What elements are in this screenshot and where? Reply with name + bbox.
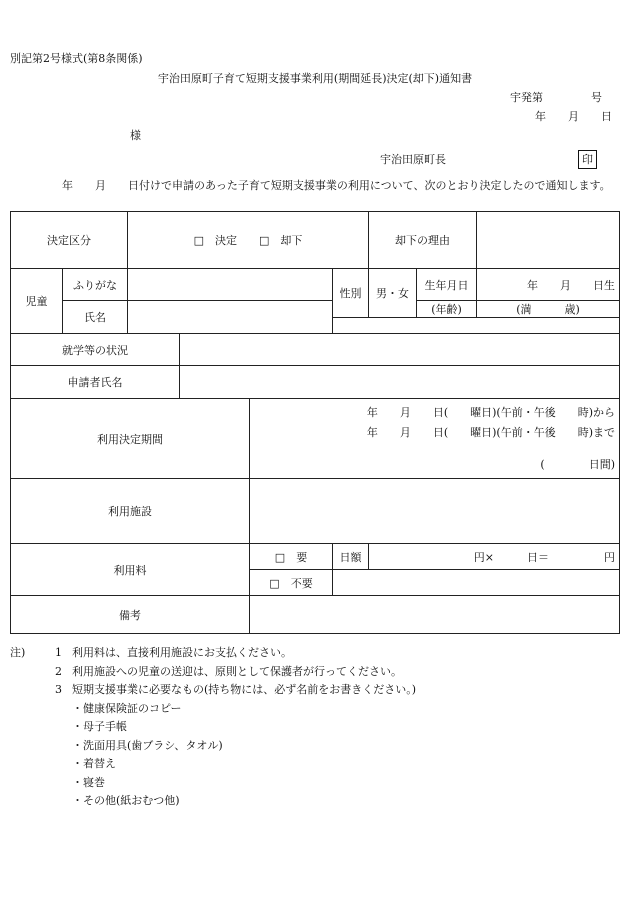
notes-label: 注): [10, 646, 26, 659]
name-field[interactable]: [128, 301, 333, 334]
school-field[interactable]: [180, 334, 620, 366]
seal-stamp: 印: [578, 150, 597, 169]
fee-daily-label: 日額: [333, 544, 369, 570]
fee-label: 利用料: [11, 544, 250, 596]
decide-checkbox[interactable]: □ 決定: [193, 234, 237, 247]
fee-blank: [333, 570, 620, 596]
age-value[interactable]: (満 歳): [477, 301, 620, 318]
decision-options: [128, 212, 369, 269]
applicant-field[interactable]: [180, 366, 620, 399]
applicant-label: 申請者氏名: [11, 366, 180, 399]
fee-required-checkbox[interactable]: □ 要: [250, 544, 333, 570]
furigana-label: ふりがな: [63, 269, 128, 301]
blank-cell: [333, 318, 620, 334]
issue-date: 年 月 日: [535, 110, 612, 123]
period-from[interactable]: 年 月 日( 曜日)(午前・午後 時)から: [366, 405, 615, 419]
document-title: 宇治田原町子育て短期支援事業利用(期間延長)決定(却下)通知書: [157, 72, 473, 85]
reject-reason-field[interactable]: [477, 212, 620, 269]
facility-field[interactable]: [250, 479, 620, 544]
name-label: 氏名: [63, 301, 128, 334]
form-label: 別記第2号様式(第8条関係): [10, 52, 143, 65]
period-to[interactable]: 年 月 日( 曜日)(午前・午後 時)まで: [366, 425, 615, 439]
decision-label: 決定区分: [11, 212, 128, 269]
reject-reason-label: 却下の理由: [369, 212, 477, 269]
document-number: [510, 91, 602, 105]
school-label: 就学等の状況: [11, 334, 180, 366]
intro-text: 年 月 日付けで申請のあった子育て短期支援事業の利用について、次のとおり決定したので通知します。: [62, 179, 611, 192]
doc-no-suffix: 号: [591, 91, 602, 104]
reject-checkbox[interactable]: □ 却下: [259, 234, 303, 247]
period-fields[interactable]: [250, 399, 620, 479]
sex-label: 性別: [333, 269, 369, 318]
issuer-name: 宇治田原町長: [380, 153, 446, 166]
recipient-suffix: 様: [130, 129, 141, 142]
doc-no-prefix: 宇発第: [510, 91, 543, 104]
remarks-label: 備考: [11, 596, 250, 634]
furigana-field[interactable]: [128, 269, 333, 301]
age-label: (年齢): [417, 301, 477, 318]
child-label: 児童: [11, 269, 63, 334]
period-days[interactable]: ( 日間): [540, 457, 615, 471]
facility-label: 利用施設: [11, 479, 250, 544]
birth-label: 生年月日: [417, 269, 477, 301]
sex-value[interactable]: 男・女: [369, 269, 417, 318]
fee-calc[interactable]: 円× 日＝ 円: [369, 544, 620, 570]
period-label: 利用決定期間: [11, 399, 250, 479]
notice-form-table: [10, 211, 620, 634]
birth-value[interactable]: 年 月 日生: [477, 269, 620, 301]
remarks-field[interactable]: [250, 596, 620, 634]
fee-not-required-checkbox[interactable]: □ 不要: [250, 570, 333, 596]
